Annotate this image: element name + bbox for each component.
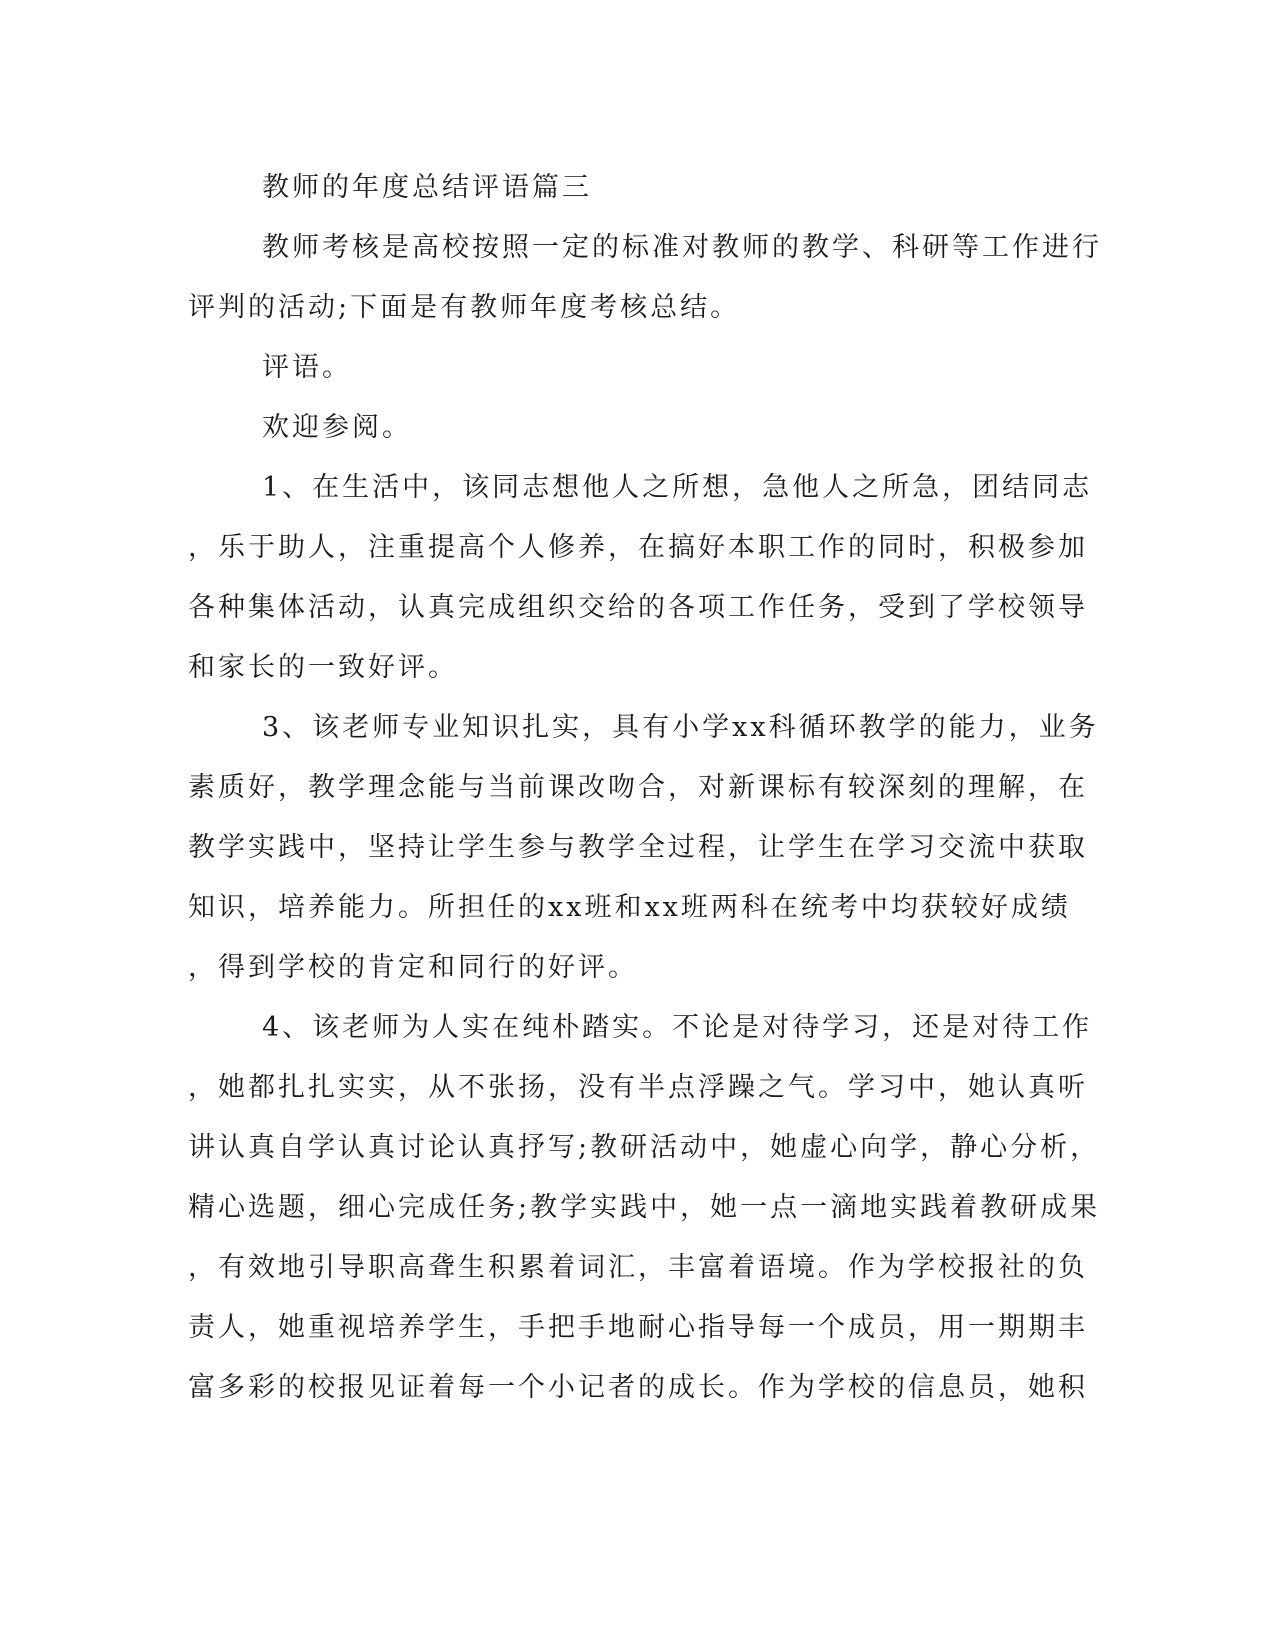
text-line: ，她都扎扎实实，从不张扬，没有半点浮躁之气。学习中，她认真听 (188, 1072, 1088, 1103)
text-line: 素质好，教学理念能与当前课改吻合，对新课标有较深刻的理解，在 (188, 772, 1088, 803)
text-line: 4、该老师为人实在纯朴踏实。不论是对待学习，还是对待工作 (262, 1012, 1093, 1043)
text-line: ，有效地引导职高聋生积累着词汇，丰富着语境。作为学校报社的负 (188, 1252, 1088, 1283)
document-title: 教师的年度总结评语篇三 (262, 172, 592, 203)
text-line: 3、该老师专业知识扎实，具有小学xx科循环教学的能力，业务 (262, 712, 1099, 743)
text-line: 责人，她重视培养学生，手把手地耐心指导每一个成员，用一期期丰 (188, 1312, 1088, 1343)
text-line: ，得到学校的肯定和同行的好评。 (188, 952, 638, 983)
text-line: 教师考核是高校按照一定的标准对教师的教学、科研等工作进行 (262, 232, 1102, 263)
text-line: 评语。 (262, 352, 352, 383)
text-line: 教学实践中，坚持让学生参与教学全过程，让学生在学习交流中获取 (188, 832, 1088, 863)
text-line: 和家长的一致好评。 (188, 652, 458, 683)
text-line: 评判的活动;下面是有教师年度考核总结。 (188, 292, 741, 323)
text-line: 欢迎参阅。 (262, 412, 412, 443)
text-line: 各种集体活动，认真完成组织交给的各项工作任务，受到了学校领导 (188, 592, 1088, 623)
text-line: 知识，培养能力。所担任的xx班和xx班两科在统考中均获较好成绩 (188, 892, 1071, 923)
text-line: 讲认真自学认真讨论认真抒写;教研活动中，她虚心向学，静心分析， (188, 1132, 1101, 1163)
text-line: 1、在生活中，该同志想他人之所想，急他人之所急，团结同志 (262, 472, 1093, 503)
text-line: 富多彩的校报见证着每一个小记者的成长。作为学校的信息员，她积 (188, 1372, 1088, 1403)
text-line: ，乐于助人，注重提高个人修养，在搞好本职工作的同时，积极参加 (188, 532, 1088, 563)
text-line: 精心选题，细心完成任务;教学实践中，她一点一滴地实践着教研成果 (188, 1192, 1101, 1223)
document-body (188, 158, 1102, 1418)
